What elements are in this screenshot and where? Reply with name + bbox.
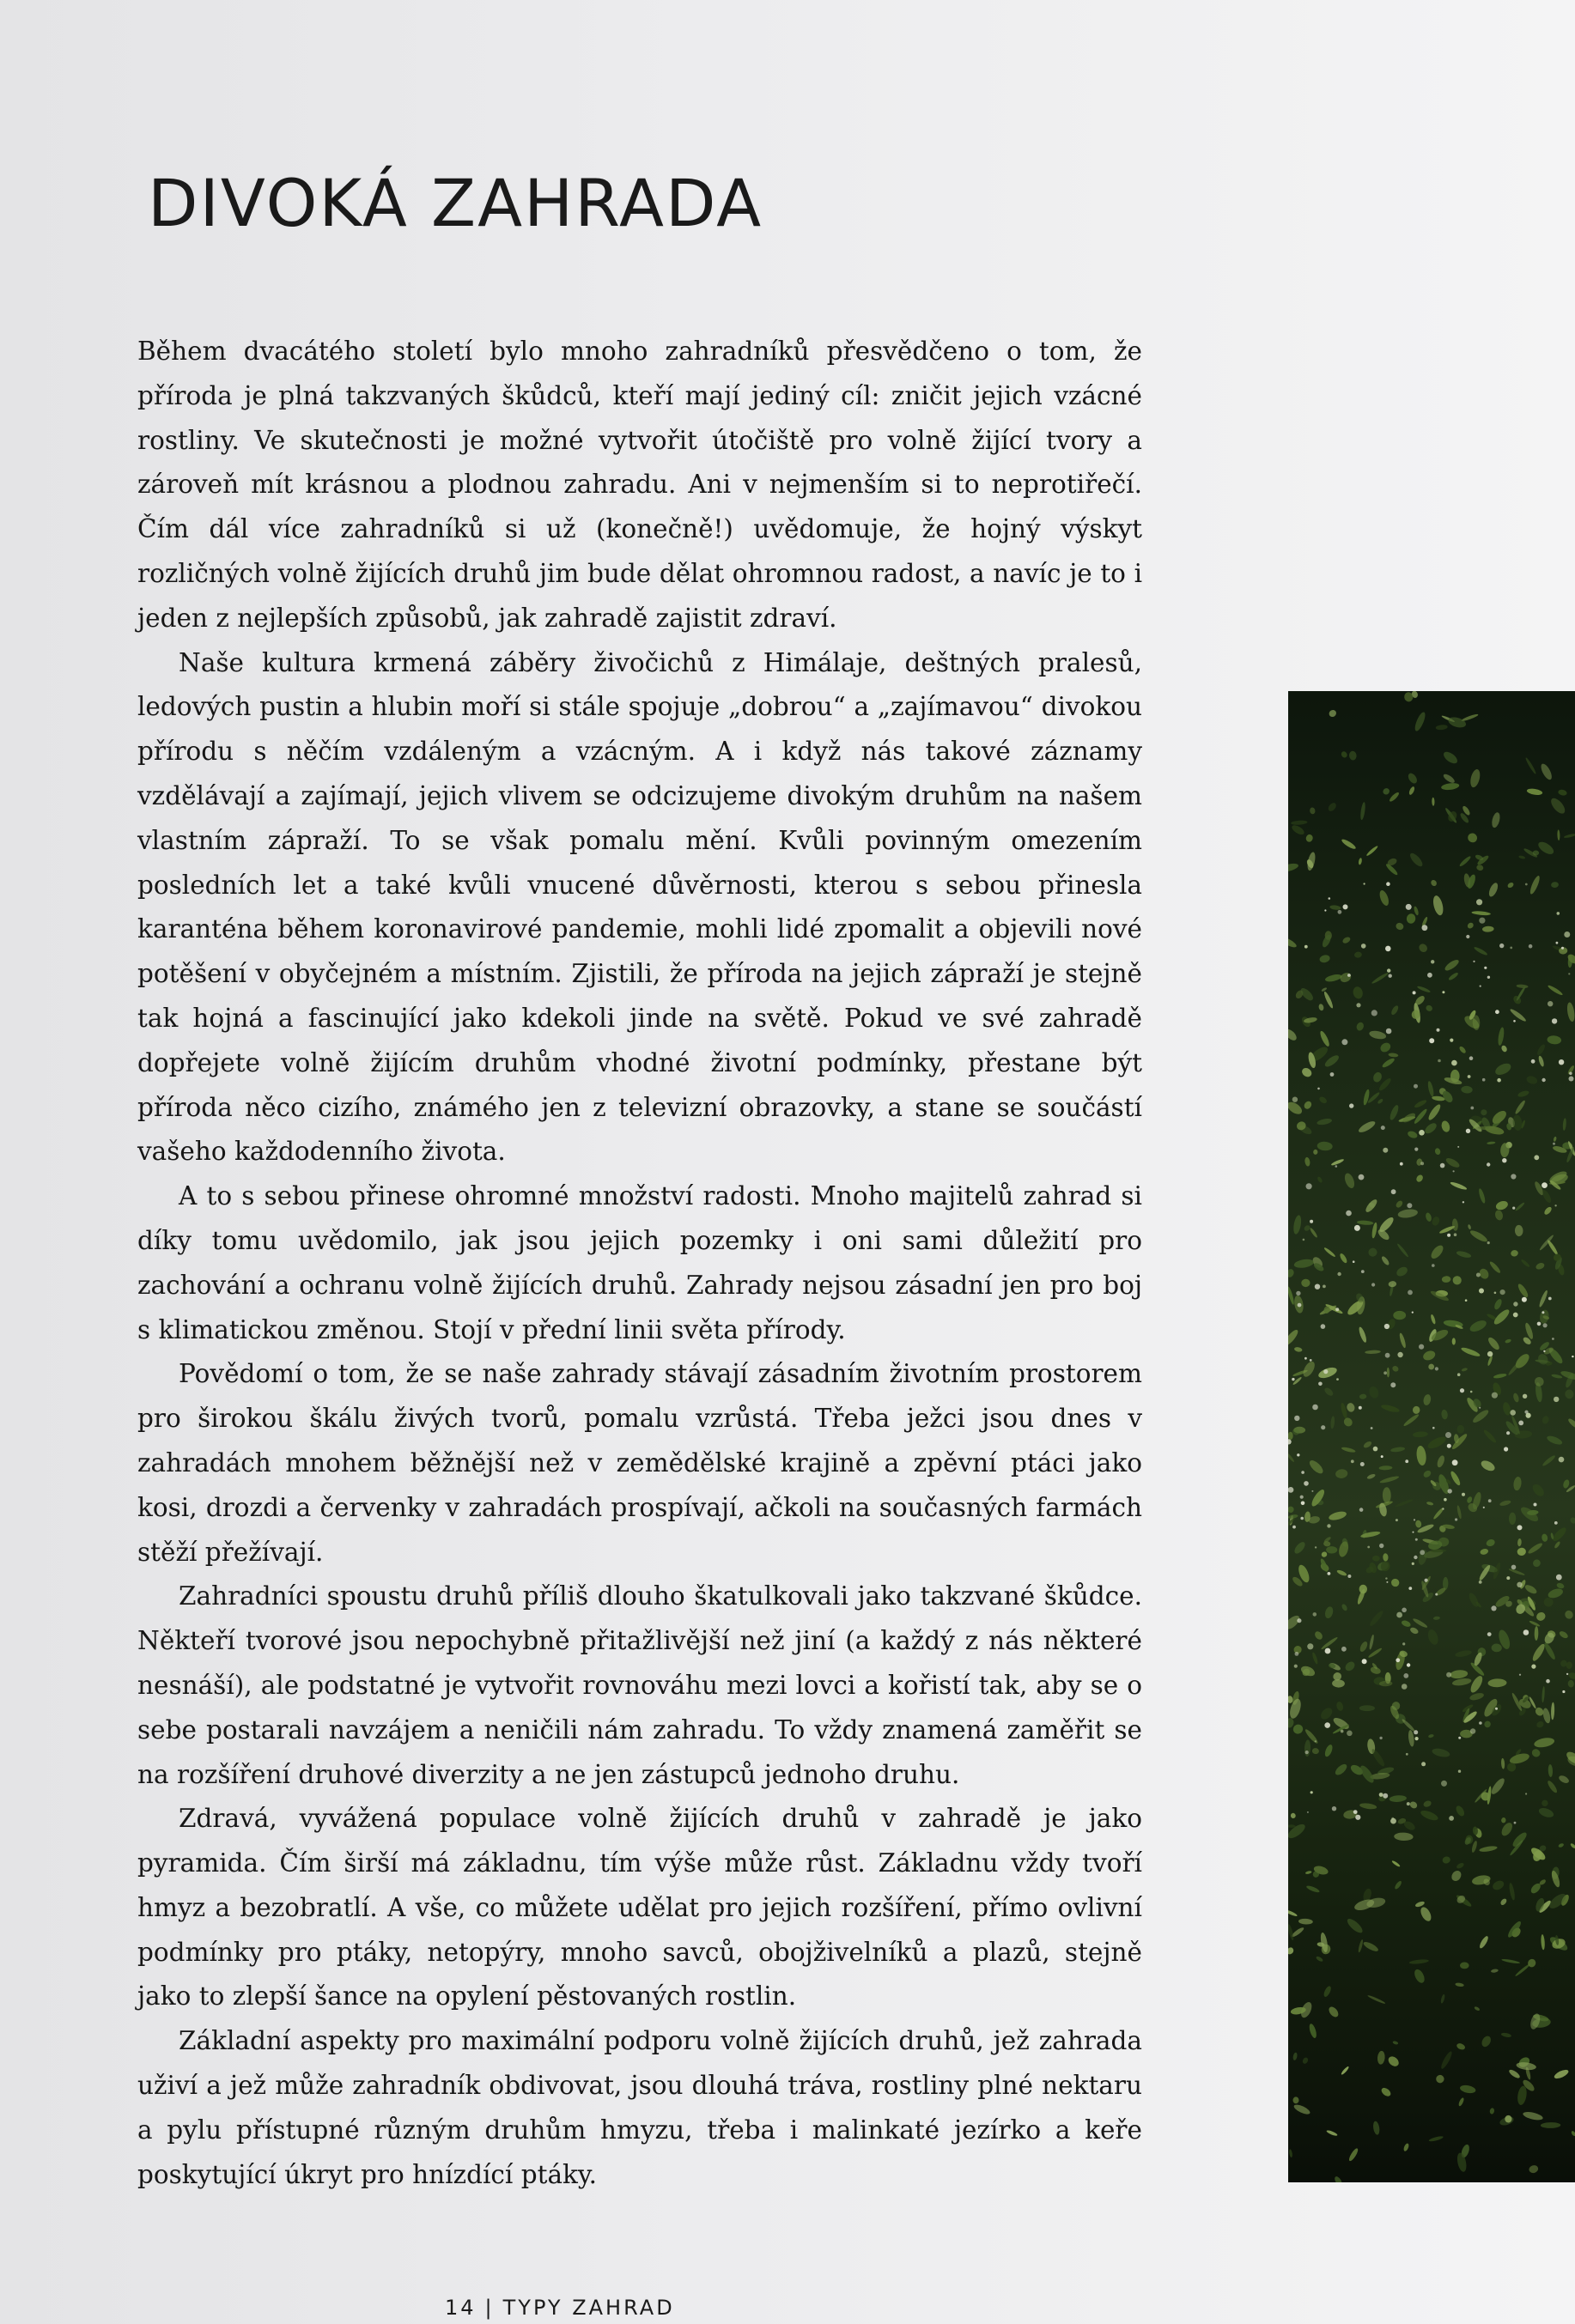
blossom-mark	[1307, 1811, 1309, 1813]
footer-separator: |	[484, 2296, 495, 2320]
blossom-mark	[1403, 1673, 1408, 1678]
blossom-mark	[1559, 1059, 1564, 1065]
blossom-mark	[1386, 882, 1390, 886]
blossom-mark	[1301, 1502, 1305, 1506]
blossom-mark	[1559, 1457, 1565, 1463]
blossom-mark	[1500, 1289, 1505, 1295]
blossom-mark	[1306, 1183, 1312, 1189]
blossom-mark	[1569, 1077, 1574, 1082]
blossom-mark	[1402, 1684, 1408, 1690]
blossom-mark	[1310, 1359, 1312, 1362]
blossom-mark	[1457, 1146, 1459, 1148]
blossom-mark	[1429, 1038, 1434, 1043]
blossom-mark	[1307, 1643, 1313, 1649]
blossom-mark	[1303, 1239, 1305, 1241]
blossom-mark	[1356, 1003, 1360, 1007]
blossom-mark	[1343, 904, 1348, 909]
blossom-mark	[1385, 946, 1391, 952]
blossom-mark	[1492, 1393, 1498, 1399]
blossom-mark	[1391, 1189, 1396, 1194]
blossom-mark	[1419, 1130, 1425, 1136]
blossom-mark	[1338, 910, 1342, 914]
blossom-mark	[1359, 1406, 1362, 1410]
blossom-mark	[1406, 904, 1412, 910]
blossom-mark	[1379, 1737, 1382, 1739]
blossom-mark	[1381, 1126, 1385, 1130]
blossom-mark	[1504, 1447, 1508, 1451]
blossom-mark	[1487, 1241, 1490, 1244]
blossom-mark	[1466, 935, 1469, 938]
blossom-mark	[1438, 1059, 1441, 1063]
blossom-mark	[1562, 1690, 1565, 1693]
blossom-mark	[1408, 1290, 1413, 1295]
blossom-mark	[1525, 883, 1528, 886]
blossom-mark	[1564, 931, 1570, 937]
blossom-mark	[1569, 1072, 1572, 1076]
blossom-mark	[1323, 1285, 1326, 1289]
blossom-mark	[1367, 1546, 1370, 1549]
blossom-mark	[1531, 1059, 1535, 1064]
blossom-mark	[1531, 1665, 1535, 1669]
blossom-mark	[1506, 1576, 1510, 1580]
paragraph-5: Zahradníci spoustu druhů příliš dlouho škatulkovali jako takzvané škůdce. Někteří tvorové jsou nepochybně přitažlivější než jiní (a každý z nás některé nesnáší), ale podstatné je vytvořit rovnováhu mezi lovci a kořistí tak, aby se o sebe postarali navzájem a neničili nám zahradu. To vždy znamená zaměřit se na rozšíření druhové diverzity a ne jen zástupců jednoho druhu.	[137, 1581, 1142, 1789]
blossom-mark	[1329, 897, 1331, 900]
blossom-mark	[1557, 912, 1560, 915]
blossom-mark	[1435, 1367, 1438, 1370]
blossom-mark	[1435, 1593, 1438, 1596]
blossom-mark	[1396, 1519, 1398, 1521]
blossom-mark	[1448, 1489, 1452, 1493]
blossom-mark	[1312, 1405, 1318, 1411]
blossom-mark	[1385, 1353, 1390, 1358]
blossom-mark	[1315, 1546, 1317, 1548]
blossom-mark	[1315, 1740, 1317, 1742]
blossom-mark	[1455, 1518, 1457, 1520]
blossom-mark	[1548, 1297, 1552, 1301]
blossom-mark	[1379, 1793, 1383, 1797]
blossom-mark	[1298, 1303, 1302, 1308]
blossom-mark	[1525, 1793, 1527, 1794]
blossom-mark	[1304, 1481, 1309, 1486]
blossom-mark	[1292, 1378, 1294, 1380]
blossom-mark	[1497, 1078, 1501, 1083]
blossom-mark	[1415, 1737, 1419, 1740]
blossom-mark	[1479, 918, 1485, 924]
blossom-mark	[1402, 1642, 1405, 1645]
blossom-mark	[1304, 1357, 1307, 1360]
blossom-mark	[1534, 1503, 1537, 1507]
blossom-mark	[1386, 1581, 1388, 1583]
blossom-mark	[1361, 944, 1366, 949]
garden-foliage-image	[1288, 691, 1575, 2182]
paragraph-2: Naše kultura krmená záběry živočichů z Himálaje, deštných pralesů, ledových pustin a hlubin moří si stále spojuje „dobrou“ a „zajímavou“ divokou přírodu s něčím vzdáleným a vzácným. A i když nás takové záznamy vzdělávají a zajímají, jejich vlivem se odcizujeme divokým druhům na našem vlastním zápraží. To se však pomalu mění. Kvůli povinným omezením posledních let a také kvůli vnucené důvěrnosti, kterou s sebou přinesla karanténa během koronavirové pandemie, mohli lidé zpomalit a objevili nové potěšení v obyčejném a místním. Zjistili, že příroda na jejich zápraží je stejně tak hojná a fascinující jako kdekoli jinde na světě. Pokud ve své zahradě dopřejete volně žijícím druhům vhodné životní podmínky, přestane být příroda něco cizího, známého jen z televizní obrazovky, a stane se součástí vašeho každodenního života.	[137, 647, 1142, 1167]
blossom-mark	[1450, 1039, 1453, 1042]
blossom-mark	[1487, 1162, 1490, 1166]
blossom-mark	[1304, 945, 1308, 949]
blossom-mark	[1482, 1078, 1486, 1082]
blossom-mark	[1537, 1322, 1542, 1326]
blossom-mark	[1495, 1708, 1498, 1710]
blossom-mark	[1440, 1163, 1445, 1168]
blossom-mark	[1362, 1659, 1367, 1664]
blossom-mark	[1346, 1211, 1352, 1217]
blossom-mark	[1511, 1174, 1516, 1179]
blossom-mark	[1390, 1382, 1396, 1387]
blossom-mark	[1479, 1289, 1484, 1294]
blossom-mark	[1347, 1575, 1351, 1578]
blossom-mark	[1323, 1369, 1328, 1374]
blossom-mark	[1487, 976, 1490, 979]
blossom-mark	[1432, 1427, 1435, 1429]
blossom-mark	[1422, 925, 1428, 931]
blossom-mark	[1517, 1525, 1523, 1530]
blossom-mark	[1325, 1648, 1331, 1654]
paragraph-7: Základní aspekty pro maximální podporu volně žijících druhů, jež zahrada uživí a jež může zahradník obdivovat, jsou dlouhá tráva, rostliny plné nektaru a pylu přístupné různým druhům hmyzu, třeba i malinkaté jezírko a keře poskytující úkryt pro hnízdící ptáky.	[137, 2026, 1142, 2189]
blossom-mark	[1406, 1753, 1408, 1756]
blossom-mark	[1556, 1575, 1562, 1581]
blossom-mark	[1413, 1532, 1414, 1533]
blossom-mark	[1321, 1425, 1325, 1429]
blossom-mark	[1294, 1665, 1298, 1668]
blossom-mark	[1566, 1673, 1568, 1675]
blossom-mark	[1513, 1313, 1518, 1318]
blossom-mark	[1324, 909, 1326, 911]
blossom-mark	[1554, 1521, 1558, 1525]
blossom-mark	[1347, 974, 1351, 977]
section-name: TYPY ZAHRAD	[502, 2296, 675, 2320]
blossom-mark	[1396, 1658, 1400, 1662]
blossom-mark	[1321, 1324, 1326, 1329]
blossom-mark	[1294, 1416, 1299, 1421]
blossom-mark	[1518, 1421, 1523, 1426]
blossom-mark	[1373, 1447, 1378, 1452]
blossom-mark	[1476, 899, 1482, 905]
blossom-mark	[1353, 1810, 1358, 1814]
blossom-mark	[1446, 1672, 1451, 1678]
blossom-mark	[1568, 973, 1570, 974]
blossom-mark	[1512, 1207, 1515, 1210]
blossom-mark	[1523, 1629, 1529, 1635]
paragraph-3: A to s sebou přinese ohromné množství radosti. Mnoho majitelů zahrad si díky tomu uvědomilo, jak jsou jejich pozemky i oni sami důležití pro zachování a ochranu volně žijících druhů. Zahrady nejsou zásadní jen pro boj s klimatickou změnou. Stojí v přední linii světa přírody.	[137, 1181, 1142, 1344]
page-footer	[445, 2296, 675, 2320]
blossom-mark	[1457, 1373, 1461, 1376]
blossom-mark	[1513, 1020, 1516, 1022]
blossom-mark	[1480, 986, 1481, 987]
blossom-mark	[1300, 1517, 1304, 1520]
blossom-mark	[1546, 1679, 1550, 1684]
blossom-mark	[1355, 1815, 1360, 1820]
blossom-mark	[1466, 1129, 1470, 1133]
blossom-mark	[1354, 1225, 1360, 1231]
blossom-mark	[1317, 1088, 1320, 1090]
blossom-mark	[1553, 1143, 1555, 1145]
blossom-mark	[1386, 1029, 1392, 1035]
blossom-mark	[1502, 1158, 1506, 1162]
blossom-mark	[1554, 1204, 1556, 1206]
blossom-mark	[1523, 1394, 1527, 1399]
blossom-mark	[1336, 1378, 1339, 1380]
blossom-mark	[1510, 1410, 1516, 1416]
blossom-mark	[1441, 1781, 1447, 1787]
blossom-mark	[1315, 1284, 1320, 1289]
blossom-mark	[1295, 1652, 1299, 1656]
blossom-mark	[1310, 1791, 1313, 1793]
blossom-mark	[1465, 1299, 1468, 1302]
blossom-mark	[1447, 1444, 1451, 1448]
blossom-mark	[1412, 1312, 1414, 1314]
blossom-mark	[1341, 1730, 1344, 1733]
blossom-mark	[1442, 1508, 1444, 1509]
blossom-mark	[1383, 1148, 1388, 1153]
blossom-mark	[1437, 1029, 1440, 1032]
blossom-mark	[1332, 1806, 1336, 1811]
blossom-mark	[1420, 1162, 1424, 1165]
blossom-mark	[1311, 1490, 1313, 1492]
blossom-mark	[1407, 1663, 1410, 1666]
blossom-mark	[1400, 1162, 1403, 1166]
blossom-mark	[1458, 1737, 1461, 1739]
blossom-mark	[1379, 1544, 1383, 1548]
blossom-mark	[1519, 1674, 1521, 1676]
blossom-mark	[1431, 960, 1434, 963]
blossom-mark	[1407, 1802, 1410, 1805]
blossom-mark	[1470, 1728, 1475, 1733]
blossom-mark	[1383, 1371, 1387, 1374]
blossom-mark	[1341, 1647, 1347, 1652]
blossom-mark	[1479, 1581, 1482, 1584]
blossom-mark	[1384, 1324, 1390, 1329]
blossom-mark	[1318, 1382, 1323, 1387]
blossom-mark	[1458, 1770, 1461, 1773]
blossom-mark	[1543, 1350, 1545, 1352]
blossom-mark	[1305, 1751, 1309, 1754]
blossom-mark	[1371, 1010, 1377, 1016]
blossom-mark	[1552, 1338, 1554, 1340]
blossom-mark	[1554, 1397, 1559, 1402]
paragraph-1: Během dvacátého století bylo mnoho zahradníků přesvědčeno o tom, že příroda je plná takzvaných škůdců, kteří mají jediný cíl: zničit jejich vzácné rostliny. Ve skutečnosti je možné vytvořit útočiště pro volně žijící tvory a zároveň mít krásnou a plodnou zahradu. Ani v nejmenším si to neprotiřečí. Čím dál více zahradníků si už (konečně!) uvědomuje, že hojný výskyt rozličných volně žijících druhů jim bude dělat ohromnou radost, a navíc je to i jeden z nejlepších způsobů, jak zahradě zajistit zdraví.	[137, 337, 1142, 633]
blossom-mark	[1330, 1072, 1335, 1077]
blossom-mark	[1371, 1283, 1375, 1286]
blossom-mark	[1381, 1455, 1383, 1458]
blossom-mark	[1511, 1565, 1517, 1570]
blossom-mark	[1522, 1297, 1527, 1302]
blossom-mark	[1483, 1507, 1485, 1508]
blossom-mark	[1445, 1432, 1451, 1438]
blossom-mark	[1413, 991, 1416, 994]
blossom-mark	[1470, 1107, 1474, 1110]
blossom-mark	[1396, 1612, 1402, 1618]
blossom-mark	[1407, 1203, 1412, 1208]
blossom-mark	[1297, 1618, 1301, 1623]
blossom-mark	[1414, 1556, 1417, 1559]
blossom-mark	[1327, 1524, 1330, 1527]
blossom-mark	[1353, 1260, 1355, 1263]
blossom-mark	[1561, 947, 1564, 950]
blossom-mark	[1529, 944, 1533, 949]
blossom-mark	[1543, 1323, 1548, 1327]
blossom-mark	[1494, 1292, 1497, 1295]
blossom-mark	[1479, 1721, 1482, 1725]
blossom-mark	[1427, 973, 1432, 978]
paragraph-6: Zdravá, vyvážená populace volně žijících druhů v zahradě je jako pyramida. Čím širší má základnu, tím výše může růst. Základnu vždy tvoří hmyz a bezobratlí. A vše, co můžete udělat pro jejich rozšíření, přímo ovlivní podmínky pro ptáky, netopýry, mnoho savců, obojživelníků a plazů, stejně jako to zlepší šance na opylení pěstovaných rostlin.	[137, 1804, 1142, 2012]
blossom-mark	[1495, 1010, 1499, 1014]
blossom-mark	[1513, 1302, 1517, 1306]
blossom-mark	[1364, 883, 1365, 884]
blossom-mark	[1297, 1453, 1299, 1456]
blossom-mark	[1359, 1174, 1365, 1180]
blossom-mark	[1361, 1270, 1365, 1273]
blossom-mark	[1328, 1572, 1331, 1575]
blossom-mark	[1425, 1579, 1428, 1582]
blossom-mark	[1517, 1582, 1522, 1587]
blossom-mark	[1359, 1508, 1364, 1512]
blossom-mark	[1572, 1356, 1573, 1357]
blossom-mark	[1524, 1411, 1528, 1414]
blossom-mark	[1447, 1234, 1450, 1237]
blossom-mark	[1514, 1822, 1517, 1824]
leaf-mark	[1359, 1705, 1375, 1711]
blossom-mark	[1453, 1170, 1455, 1172]
blossom-mark	[1421, 1762, 1426, 1766]
blossom-mark	[1462, 1201, 1464, 1203]
blossom-mark	[1476, 1273, 1481, 1277]
blossom-mark	[1552, 1018, 1557, 1023]
blossom-mark	[1484, 967, 1487, 969]
blossom-mark	[1415, 1538, 1418, 1541]
blossom-mark	[1499, 944, 1504, 948]
blossom-mark	[1506, 1431, 1510, 1435]
blossom-mark	[1387, 968, 1390, 972]
blossom-mark	[1419, 1344, 1424, 1350]
blossom-mark	[1300, 1496, 1304, 1499]
blossom-mark	[1468, 1075, 1471, 1078]
blossom-mark	[1310, 1220, 1313, 1223]
blossom-mark	[1405, 1459, 1408, 1463]
blossom-mark	[1385, 1577, 1387, 1579]
blossom-mark	[1479, 1407, 1481, 1409]
blossom-mark	[1402, 1608, 1407, 1613]
blossom-mark	[1360, 1462, 1365, 1466]
blossom-mark	[1420, 1550, 1425, 1555]
blossom-mark	[1383, 1793, 1388, 1799]
body-text	[137, 330, 1142, 2197]
blossom-mark	[1542, 1182, 1548, 1188]
blossom-mark	[1414, 1084, 1418, 1089]
blossom-mark	[1469, 1056, 1474, 1060]
blossom-mark	[1389, 974, 1392, 978]
blossom-mark	[1351, 1459, 1354, 1463]
blossom-mark	[1414, 1730, 1418, 1734]
blossom-mark	[1542, 1078, 1545, 1082]
blossom-mark	[1301, 1471, 1304, 1474]
page-title: DIVOKÁ ZAHRADA	[148, 165, 763, 241]
blossom-mark	[1408, 1587, 1412, 1590]
blossom-mark	[1412, 1562, 1414, 1565]
blossom-mark	[1324, 1722, 1330, 1728]
blossom-mark	[1556, 942, 1559, 944]
blossom-mark	[1460, 1388, 1464, 1393]
blossom-mark	[1488, 1499, 1492, 1502]
blossom-mark	[1470, 1391, 1473, 1393]
blossom-mark	[1454, 1233, 1457, 1236]
blossom-mark	[1397, 1352, 1402, 1357]
blossom-mark	[1390, 1818, 1396, 1824]
blossom-mark	[1542, 1311, 1544, 1314]
blossom-mark	[1296, 1291, 1300, 1295]
page-number: 14	[445, 2296, 477, 2320]
leaf-mark	[1460, 1963, 1469, 1969]
blossom-mark	[1548, 1001, 1553, 1006]
blossom-mark	[1292, 1526, 1296, 1529]
leaf-mark	[1450, 1070, 1460, 1083]
blossom-mark	[1335, 1165, 1338, 1168]
blossom-mark	[1442, 991, 1444, 993]
blossom-mark	[1371, 1427, 1373, 1429]
blossom-mark	[1341, 1039, 1347, 1045]
blossom-mark	[1473, 961, 1475, 962]
blossom-mark	[1313, 1612, 1317, 1617]
blossom-mark	[1487, 1632, 1492, 1636]
leaf-mark	[1393, 1311, 1406, 1320]
blossom-mark	[1491, 1605, 1496, 1611]
paragraph-4: Povědomí o tom, že se naše zahrady stávají zásadním životním prostorem pro širokou škálu živých tvorů, pomalu vzrůstá. Třeba ježci jsou dnes v zahradách mnohem běžnější než v zemědělské krajině a zpěvní ptáci jako kosi, drozdi a červenky v zahradách prospívají, ačkoli na současných farmách stěží přežívají.	[137, 1359, 1142, 1567]
leaf-mark	[1452, 1338, 1456, 1344]
blossom-mark	[1335, 1308, 1339, 1311]
blossom-mark	[1347, 1731, 1353, 1737]
garden-photo	[1288, 691, 1575, 2182]
blossom-mark	[1292, 1097, 1298, 1102]
blossom-mark	[1510, 947, 1512, 950]
blossom-mark	[1449, 1816, 1454, 1821]
blossom-mark	[1432, 1264, 1435, 1267]
blossom-mark	[1487, 1351, 1493, 1356]
blossom-mark	[1349, 1103, 1353, 1107]
blossom-mark	[1414, 1519, 1415, 1520]
blossom-mark	[1452, 1459, 1458, 1465]
blossom-mark	[1462, 1493, 1465, 1496]
blossom-mark	[1451, 1060, 1457, 1066]
blossom-mark	[1337, 1272, 1341, 1276]
blossom-mark	[1534, 1155, 1539, 1160]
blossom-mark	[1444, 1498, 1447, 1502]
blossom-mark	[1414, 1148, 1418, 1151]
